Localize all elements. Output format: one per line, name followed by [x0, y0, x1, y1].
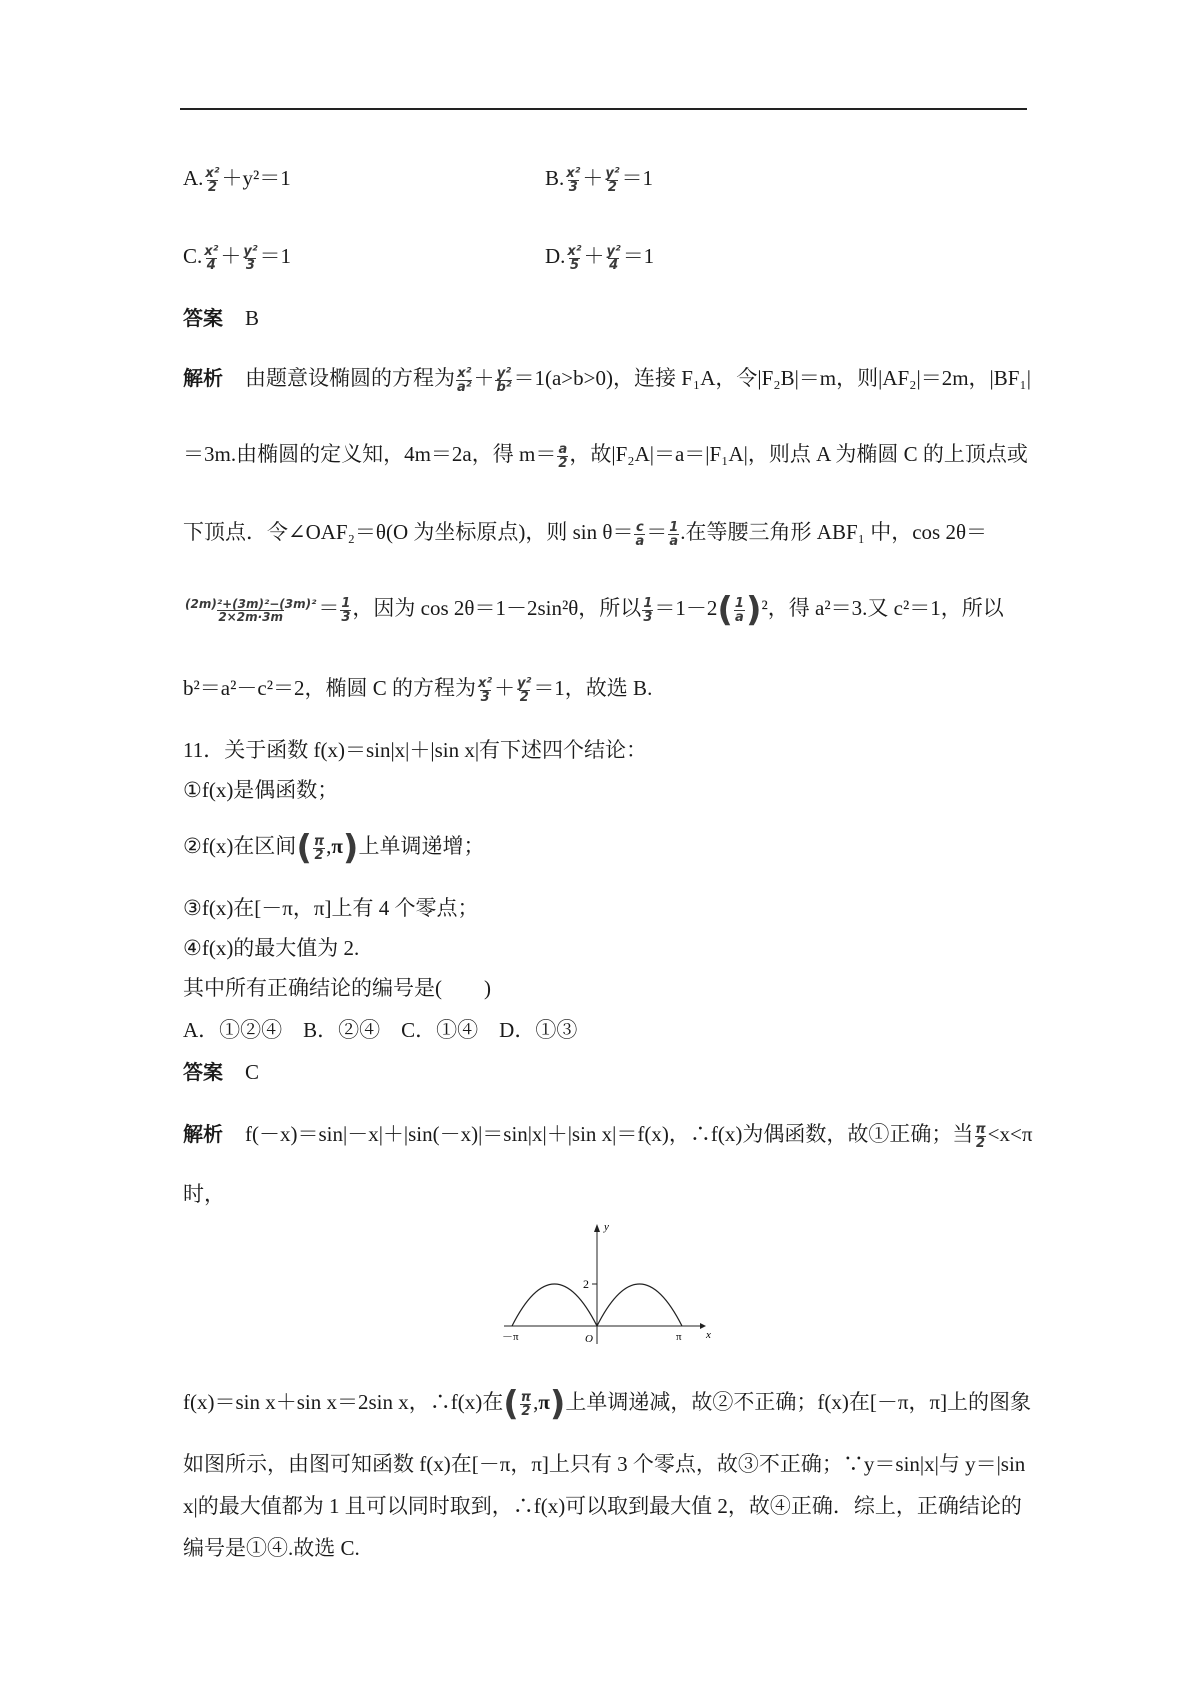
q11-options: A．①②④ B．②④ C．①④ D．①③ [183, 1018, 578, 1042]
option-b: B. $\frac{\text{x²}}{3}$ ＋ $\frac{\text{y²}}{2}$ ＝1 [545, 165, 654, 195]
header-rule [180, 108, 1027, 110]
fraction: $\frac{1}{a}$ [669, 519, 679, 549]
analysis-label: 解析 [183, 366, 223, 390]
q11-conclusion-2: ②f(x)在区间( $\frac{\pi}{2}$ ,π)上单调递增； [183, 828, 485, 869]
option-a-tail: ＋y²＝1 [221, 166, 291, 190]
x-axis-label: x [706, 1329, 711, 1341]
q11-analysis-line-5: x|的最大值都为 1 且可以同时取到，∴f(x)可以取到最大值 2，故④正确．综上，正确结论的 [183, 1494, 1022, 1518]
q11-conclusion-4: ④f(x)的最大值为 2. [183, 936, 360, 960]
option-c: C. $\frac{\text{x²}}{4}$ ＋ $\frac{\text{y²}}{3}$ ＝1 [183, 243, 292, 273]
fraction: $\frac{\text{x²}}{4}$ [204, 243, 219, 273]
option-d: D. $\frac{\text{x²}}{5}$ ＋ $\frac{\text{y²}}{4}$ ＝1 [545, 243, 655, 273]
q11-analysis-line-4: 如图所示，由图可知函数 f(x)在[－π，π]上只有 3 个零点，故③不正确；∵y＝sin|x|与 y＝|sin [183, 1452, 1026, 1476]
x-tick-pi: π [676, 1331, 682, 1343]
fraction: $\frac{\pi}{2}$ [520, 1389, 532, 1419]
fraction: $\frac{1}{3}$ [643, 595, 653, 625]
fraction: $\frac{1}{a}$ [734, 595, 744, 625]
q10-analysis-line-1: 解析 由题意设椭圆的方程为 $\frac{\text{x²}}{\text{a²}}$ ＋ $\frac{\text{y²}}{\text{b²}}$ ＝1(a>b>0)，连接 F₁A，令|F₂B|＝m，则|AF₂|＝2m，|BF₁| [183, 365, 1031, 395]
fraction: $\frac{\text{y²}}{2}$ [605, 165, 620, 195]
q10-analysis-line-2: ＝3m.由椭圆的定义知，4m＝2a，得 m＝ $\frac{a}{2}$ ，故|F₂A|＝a＝|F₁A|，则点 A 为椭圆 C 的上顶点或 [183, 441, 1028, 471]
fraction: $\frac{\text{x²}}{2}$ [205, 165, 220, 195]
fraction: $\frac{c}{a}$ [635, 519, 645, 549]
option-a [183, 162, 291, 194]
q11-stem: 11．关于函数 f(x)＝sin|x|＋|sin x|有下述四个结论： [183, 738, 648, 762]
x-tick-neg-pi: －π [502, 1331, 519, 1343]
fraction: $\frac{\text{(2m)²+(3m)²−(3m)²}}{2\times 2m\cdot 3m}$ [185, 596, 317, 624]
fraction: $\frac{a}{2}$ [558, 441, 568, 471]
q10-analysis-line-5: b²＝a²－c²＝2，椭圆 C 的方程为 $\frac{\text{x²}}{3}$ ＋ $\frac{\text{y²}}{2}$ ＝1，故选 B. [183, 675, 653, 705]
q10-answer [183, 302, 259, 331]
fraction: $\frac{1}{3}$ [341, 595, 351, 625]
fraction: $\frac{\text{x²}}{3}$ [478, 675, 493, 705]
q11-conclusion-1: ①f(x)是偶函数； [183, 778, 339, 802]
option-a-label: A. [183, 166, 204, 190]
q11-ask: 其中所有正确结论的编号是( ) [183, 976, 491, 1000]
fraction: $\frac{\text{x²}}{3}$ [566, 165, 581, 195]
answer-label: 答案 [183, 306, 223, 330]
q11-answer: 答案 C [183, 1060, 260, 1084]
fraction: $\frac{\pi}{2}$ [975, 1121, 986, 1151]
q11-conclusion-3: ③f(x)在[－π，π]上有 4 个零点； [183, 896, 479, 920]
fraction: $\frac{\pi}{2}$ [313, 833, 325, 863]
fraction: $\frac{\text{x²}}{\text{a²}}$ [457, 365, 472, 395]
q11-analysis-line-1: 解析 f(－x)＝sin|－x|＋|sin(－x)|＝sin|x|＋|sin x|＝f(x)，∴f(x)为偶函数，故①正确；当 $\frac{\pi}{2}$ <x<π [183, 1121, 1033, 1151]
fraction: $\frac{\text{y²}}{\text{b²}}$ [496, 365, 512, 395]
q11-analysis-line-3: f(x)＝sin x＋sin x＝2sin x，∴f(x)在( $\frac{\pi}{2}$ ,π)上单调递减，故②不正确；f(x)在[－π，π]上的图象 [183, 1384, 1032, 1425]
y-tick-2: 2 [583, 1277, 589, 1291]
fraction: $\frac{\text{y²}}{4}$ [606, 243, 621, 273]
q11-analysis-line-2: 时， [183, 1182, 225, 1206]
sine-graph [500, 1220, 720, 1350]
fraction: $\frac{\text{y²}}{3}$ [243, 243, 258, 273]
q11-analysis-line-6: 编号是①④.故选 C. [183, 1536, 360, 1560]
fraction: $\frac{\text{y²}}{2}$ [517, 675, 532, 705]
q10-analysis-line-3: 下顶点．令∠OAF₂＝θ(O 为坐标原点)，则 sin θ＝ $\frac{c}{a}$ ＝ $\frac{1}{a}$ .在等腰三角形 ABF₁ 中，cos 2θ＝ [183, 519, 988, 549]
q10-analysis-line-4: $\frac{\text{(2m)²+(3m)²−(3m)²}}{2\times 2m\cdot 3m}$ ＝ $\frac{1}{3}$ ，因为 cos 2θ＝1－2sin²θ，所以 $\frac{1}{3}$ ＝1－2( $\frac{1}{a}$ )²，得 a²＝3.又 c²＝1，所以 [185, 590, 1004, 631]
answer-value: B [245, 306, 260, 330]
origin-label: O [585, 1333, 593, 1345]
fraction: $\frac{\text{x²}}{5}$ [567, 243, 582, 273]
y-axis-label: y [604, 1221, 609, 1233]
